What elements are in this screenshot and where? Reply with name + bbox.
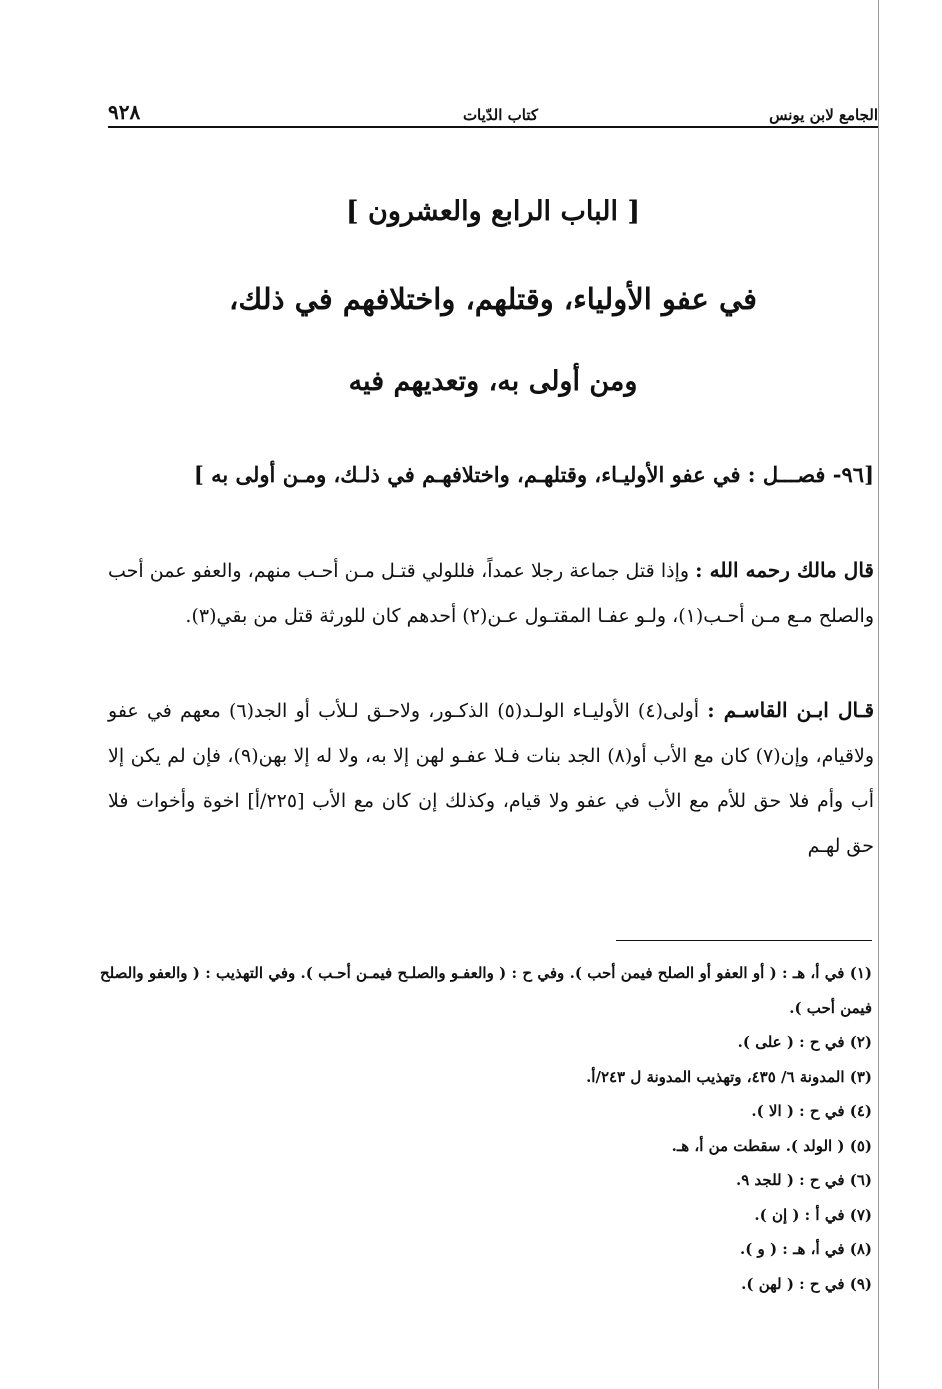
footnote-item: (٣) المدونة ٦/ ٤٣٥، وتهذيب المدونة ل ٢٤٣/أ. <box>586 1067 872 1086</box>
chapter-name: كتاب الدّيات <box>462 106 538 124</box>
running-header <box>108 100 878 128</box>
footnote-item: (٦) في ح : ( للجد ٩. <box>736 1171 872 1189</box>
footnote-item: (١) في أ، هـ : ( أو العفو أو الصلح فيمن أحب ). وفي ح : ( والعفـو والصلـح فيمـن أحـب ). وفي التهذيب : ( والعفو والصلح فيمن أحب ). <box>100 964 872 1017</box>
footnote-item: (٨) في أ، هـ : ( و ). <box>739 1240 872 1258</box>
footnote-item: (٢) في ح : ( على ). <box>737 1033 872 1051</box>
paragraph-ibn-alqasim <box>108 688 874 869</box>
footnote-item: (٤) في ح : ( الا ). <box>751 1102 872 1120</box>
page-number: ٩٢٨ <box>108 100 141 124</box>
footnote-separator <box>616 940 872 941</box>
paragraph-malik <box>108 548 874 639</box>
page-edge-line <box>878 0 879 1389</box>
footnotes-list <box>100 956 872 1301</box>
paragraph-lead: قال مالك رحمه الله : <box>695 558 874 582</box>
chapter-heading: [ الباب الرابع والعشرون ] <box>345 196 641 227</box>
footnote-item: (٧) في أ : ( إن ). <box>754 1205 872 1224</box>
section-heading: [٩٦- فصـــل : في عفو الأوليـاء، وقتلهـم، واختلافهـم في ذلـك، ومـن أولى به ] <box>193 462 874 487</box>
paragraph-lead: قـال ابـن القاسـم : <box>707 698 875 722</box>
paragraph-text: أولى(٤) الأوليـاء الولـد(٥) الذكـور، ولاحـق لـلأب أو الجد(٦) معهم في عفو ولاقيام، وإن(٧) كان مع الأب أو(٨) الجد بنات فـلا عفـو لهن إلا به، ولا له إلا بهن(٩)، فإن لم يكن إلا أب وأم فلا حق للأم مع الأب في عفو ولا قيام، وكذلك إن كان مع الأب [٢٢٥/أ] اخوة وأخوات فلا حق لهـم <box>108 700 875 857</box>
book-name: الجامع لابن يونس <box>769 106 878 124</box>
footnote-item: (٩) في ح : ( لهن ). <box>741 1274 872 1293</box>
paragraph-text: وإذا قتل جماعة رجلا عمداً، فللولي قتـل مـن أحـب منهم، والعفو عمن أحب والصلح مـع مـن أحـب(١)، ولـو عفـا المقتـول عـن(٢) أحدهم كان للورثة قتل من بقي(٣). <box>108 560 874 627</box>
chapter-subtitle-1: في عفو الأولياء، وقتلهم، واختلافهم في ذلك، <box>229 282 757 316</box>
footnote-item: (٥) ( الولد ). سقطت من أ، هـ. <box>671 1136 872 1155</box>
chapter-subtitle-2: ومن أولى به، وتعديهم فيه <box>348 366 638 397</box>
header-rule <box>108 126 878 128</box>
